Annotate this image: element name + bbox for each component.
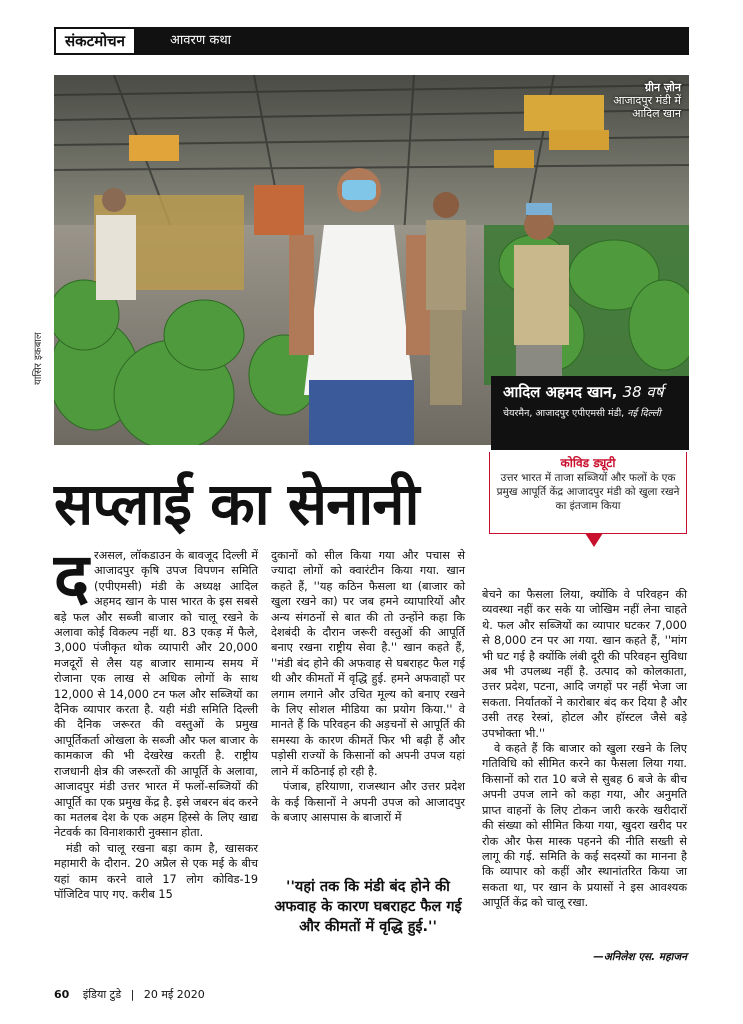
paragraph: वे कहते हैं कि बाजार को खुला रखने के लिए गतिविधि को सीमित करने का फैसला लिया गया. किसानों को रात 10 बजे से सुबह 6 बजे के बीच अपनी उपज लाने को कहा गया, और अनुमति प्राप्त वाहनों के लिए टोकन जारी करके खरीदारों की संख्या को सीमित किया गया, खुदरा खरीद पर रोक और फेस मास्क पहनने की नीति सख्ती से लागू की गई. समिति के कई सदस्यों का मानना है कि व्यापार को कहीं और स्थानांतरित किया जा सकता था, पर खान के प्रयासों ने इस आवश्यक आपूर्ति केंद्र को चालू रखा. (482, 742, 687, 910)
magazine-name: इंडिया टुडे (82, 988, 122, 1001)
article-column-1 (54, 539, 258, 902)
photo-credit: यासिर इकबाल (33, 332, 44, 385)
photo-caption: ग्रीन ज़ोन आजादपुर मंडी में आदिल खान (613, 81, 681, 120)
paragraph: दुकानों को सील किया गया और पचास से ज्यादा लोगों को क्वारंटीन किया गया. खान कहते हैं, ''यह कठिन फैसला था (बाजार को खुला रखने का) पर जब हमने व्यापारियों और अन्य संगठनों से बात की तो उन्होंने कहा कि देशबंदी के दौरान जरूरी वस्तुओं की आपूर्ति बनाए रखना राष्ट्रीय सेवा है.'' खान कहते हैं, ''मंडी बंद होने की अफवाह से घबराहट फैल गई थी और कीमतों में वृद्धि हुई. हमने अफवाहों पर लगाम लगाने और उचित मूल्य को बनाए रखने के लिए सोशल मीडिया का प्रयोग किया.'' वे मानते हैं कि परिवहन की अड़चनों से आपूर्ति की समस्या के कारण कीमतें फिर भी बढ़ी हैं और पड़ोसी राज्यों के किसानों को अपनी उपज यहां लाने में कठिनाई हो रही है. (271, 549, 465, 778)
profile-box (491, 376, 689, 450)
byline: —अनिलेश एस. महाजन (593, 951, 687, 963)
header-bar (54, 27, 689, 55)
person-policeman (426, 192, 466, 405)
covid-duty-box (489, 452, 687, 534)
page-number: 60 (54, 988, 70, 1001)
drop-cap: द (54, 539, 90, 616)
article-headline: सप्लाई का सेनानी (54, 470, 419, 538)
duty-text: उत्तर भारत में ताजा सब्जियों और फलों के एक प्रमुख आपूर्ति केंद्र आजादपुर मंडी को खुला रखने का इंतजाम किया (496, 472, 680, 512)
subsection-label: आवरण कथा (170, 33, 232, 48)
page-footer: 60 इंडिया टुडे | 20 मई 2020 (54, 988, 205, 1001)
issue-date: 20 मई 2020 (143, 988, 205, 1001)
pull-quote: ''यहां तक कि मंडी बंद होने की अफवाह के कारण घबराहट फैल गई और कीमतों में वृद्धि हुई.'' (274, 879, 462, 935)
article-column-2 (271, 548, 465, 825)
paragraph: पंजाब, हरियाणा, राजस्थान और उत्तर प्रदेश के कई किसानों ने अपनी उपज को आजादपुर के बजाए आसपास के बाजारों में (271, 780, 465, 824)
paragraph: बेचने का फैसला लिया, क्योंकि वे परिवहन की व्यवस्था नहीं कर सके या जोखिम नहीं लेना चाहते थे. फल और सब्जियों का व्यापार घटकर 7,000 से 8,000 टन पर आ गया. खान कहते हैं, ''मांग भी घट गई है क्योंकि लंबी दूरी की परिवहन सुविधा अब भी उपलब्ध नहीं है. उत्पाद को कोलकाता, उत्तर प्रदेश, पटना, आदि जगहों पर नहीं भेजा जा सकता. निर्यातकों ने कारोबार बंद कर दिया है और उसी तरह रेस्त्रां, होटल और हॉस्टल जैसे बड़े उपभोक्ता भी.'' (482, 588, 687, 740)
article-column-3 (482, 587, 687, 911)
profile-role: चेयरमैन, आजादपुर एपीएमसी मंडी, नई दिल्ली (503, 408, 661, 419)
duty-heading: कोविड ड्यूटी (560, 456, 616, 470)
profile-name: आदिल अहमद खान, 38 वर्ष (503, 383, 664, 401)
callout-pointer (585, 533, 603, 547)
paragraph: रअसल, लॉकडाउन के बावजूद दिल्ली में आजादपुर कृषि उपज विपणन समिति (एपीएमसी) मंडी के अध्यक्ष आदिल अहमद खान के पास भारत के इस सबसे बड़े फल और सब्जी बाजार को चालू रखने के अलावा कोई विकल्प नहीं था. 83 एकड़ में फैले, 3,000 पंजीकृत थोक व्यापारी और 20,000 मजदूरों से लैस यह बाजार सामान्य समय में रोजाना एक लाख से अधिक लोगों के साथ 12,000 से 14,000 टन फल और सब्जियों का दैनिक व्यापार करता है. यही मंडी समिति दिल्ली की दैनिक जरूरत की वस्तुओं के प्रमुख आपूर्तिकर्ता ओखला के सब्जी और फल बाजार के कामकाज की भी देखरेख करती है. राष्ट्रीय राजधानी क्षेत्र की जरूरतों की आपूर्ति के अलावा, आजादपुर मंडी उत्तर भारत में फलों-सब्जियों की आपूर्ति का एक प्रमुख केंद्र है. इसे जबरन बंद करने का मतलब देश के एक अहम हिस्से के लिए खाद्य नेटवर्क का विनाशकारी नुक्सान होता. (54, 549, 258, 840)
section-label: संकटमोचन (54, 27, 136, 55)
paragraph: मंडी को चालू रखना बड़ा काम है, खासकर महामारी के दौरान. 20 अप्रैल से एक मई के बीच यहां काम करने वाले 17 लोग कोविड-19 पॉजिटिव पाए गए. करीब 15 (54, 841, 258, 901)
